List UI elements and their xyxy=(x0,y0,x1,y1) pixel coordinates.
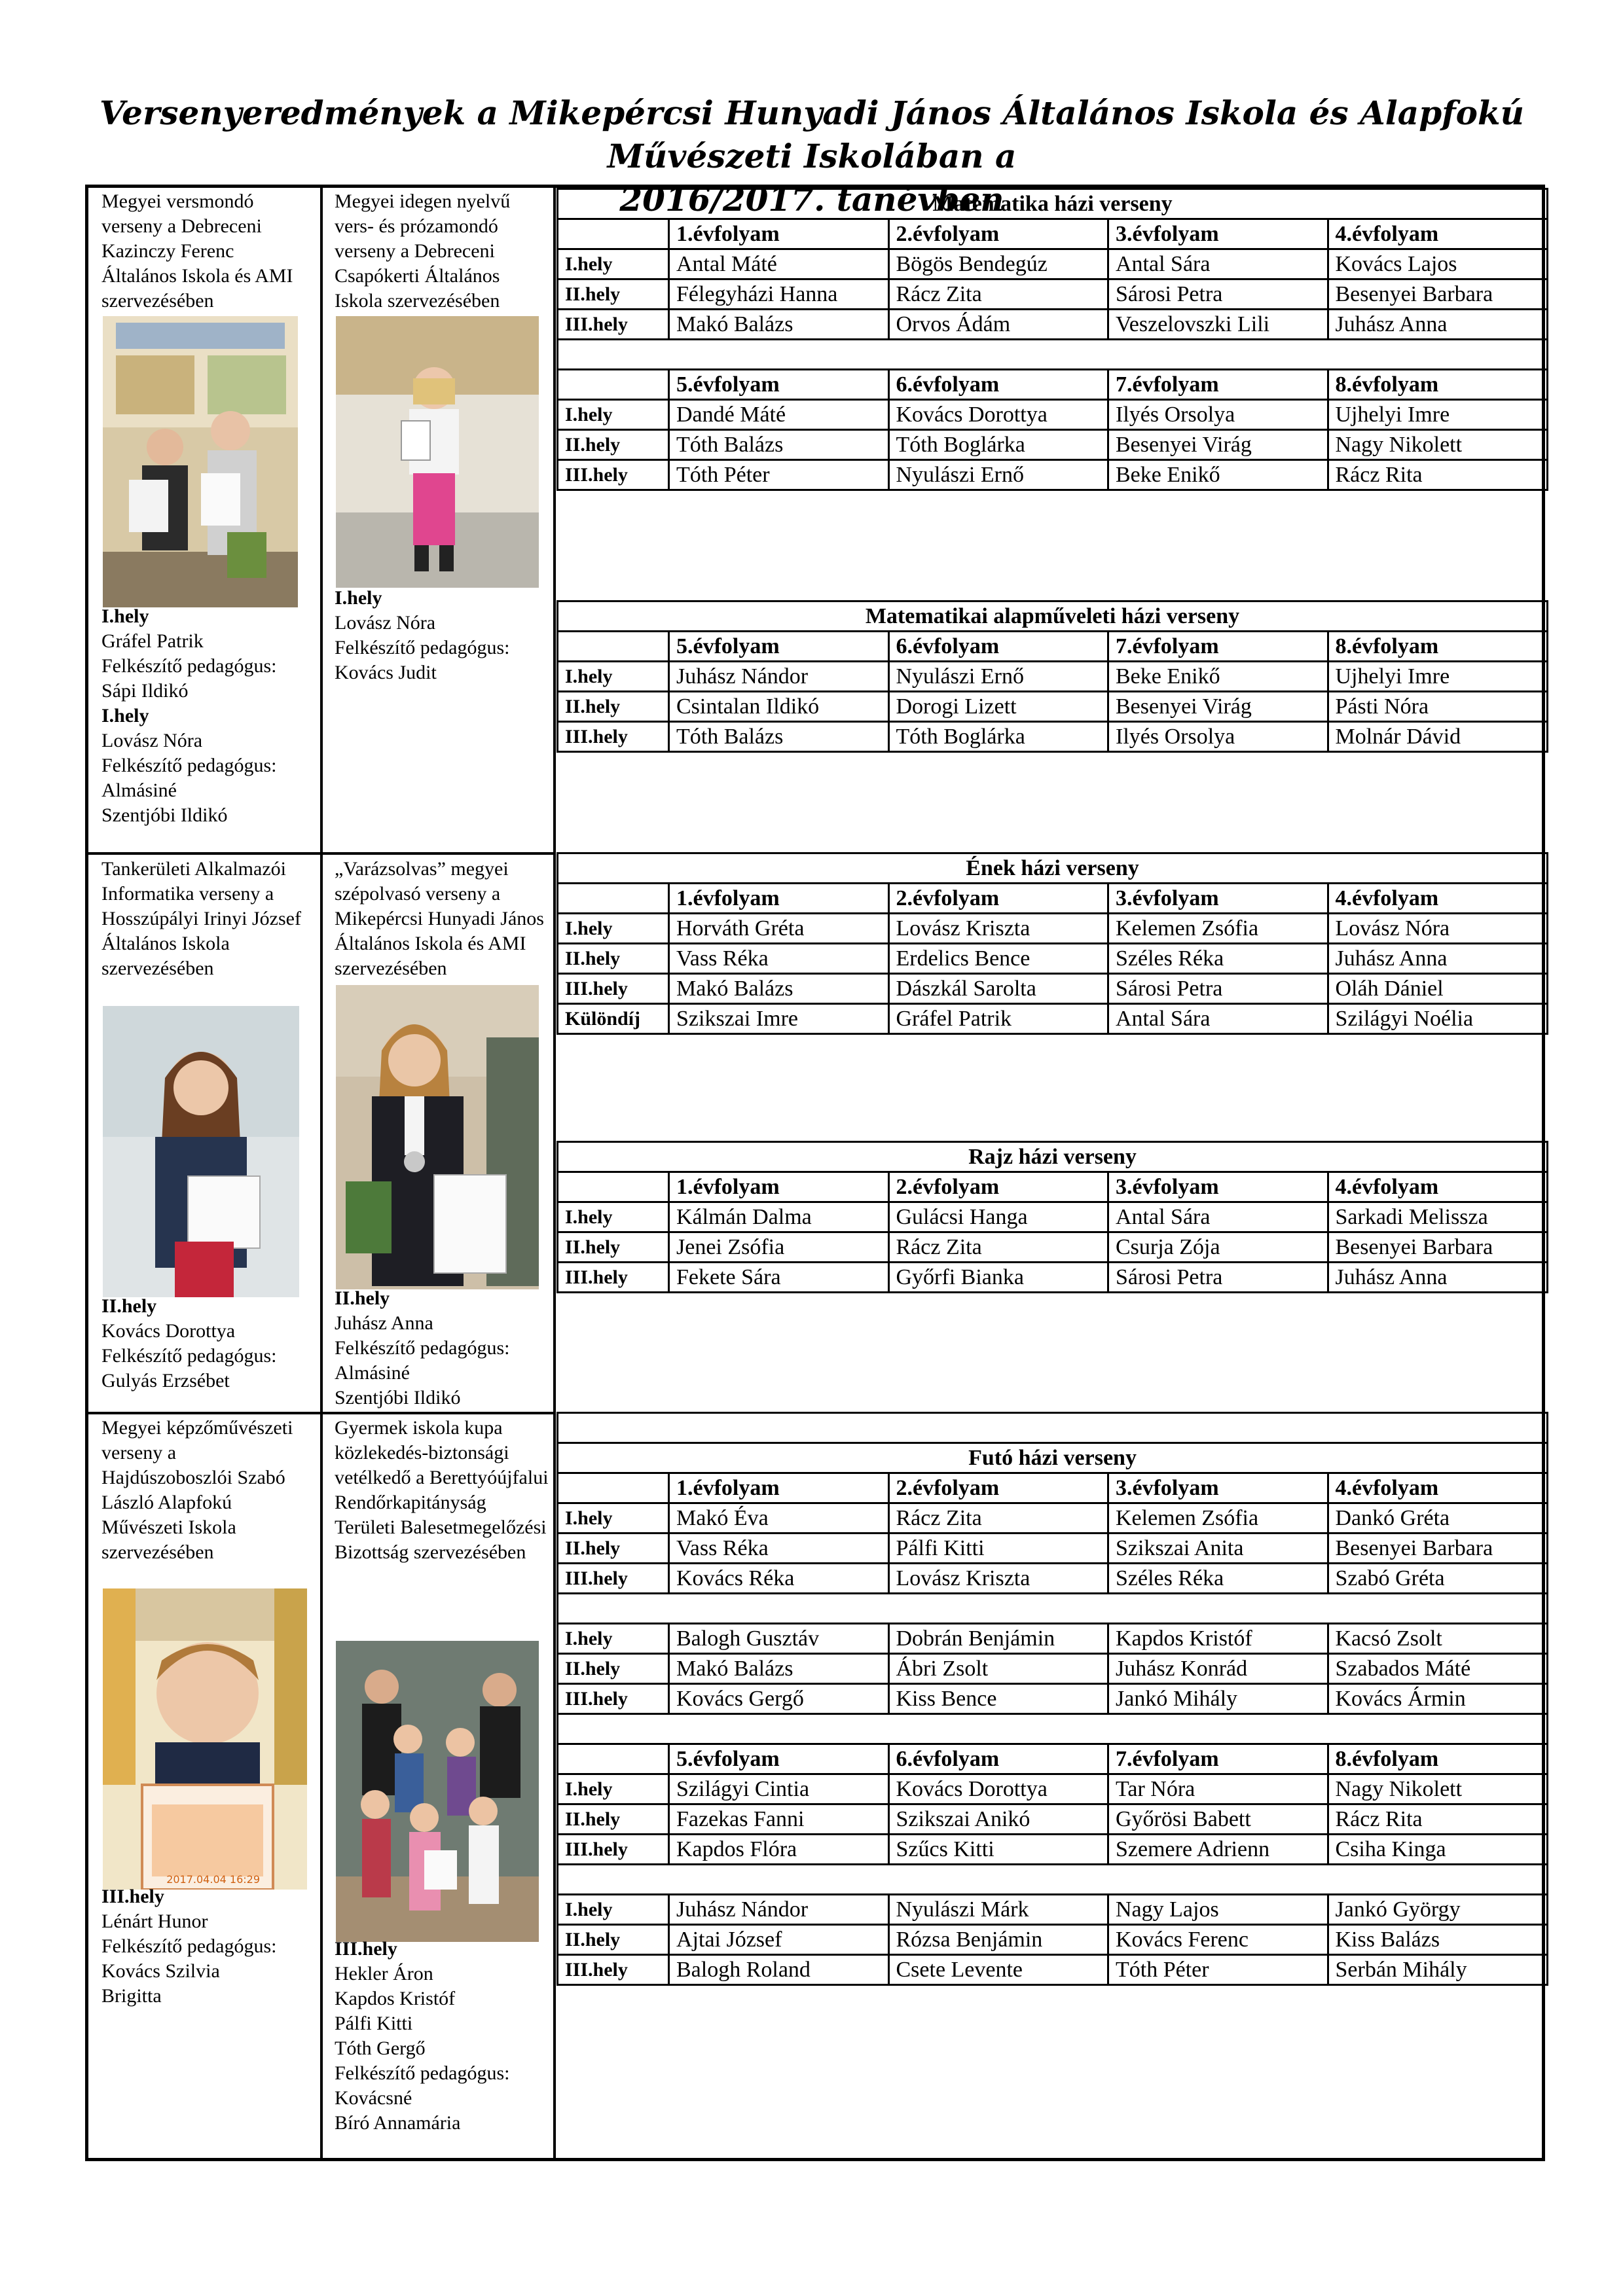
name-cell: Rácz Rita xyxy=(1328,1804,1548,1835)
name-cell: Szikszai Anita xyxy=(1108,1534,1328,1564)
photo-date-stamp: 2017.04.04 16:29 xyxy=(166,1873,260,1886)
competition-description: Tankerületi Alkalmazói Informatika verseny a Hosszúpályi Irinyi József Általános Iskola szervezésében xyxy=(101,858,301,979)
math-operations-table xyxy=(556,600,1546,753)
result-list xyxy=(335,586,544,685)
student-name: Hekler Áron xyxy=(335,1963,433,1984)
name-cell: Juhász Anna xyxy=(1328,310,1548,340)
competition-description: Megyei idegen nyelvű vers- és prózamondó verseny a Debreceni Csapókerti Általános Iskola szervezésében xyxy=(335,190,511,312)
name-cell: Szikszai Anikó xyxy=(888,1804,1108,1835)
teacher-label: Felkészítő pedagógus: xyxy=(101,655,277,677)
place-cell: III.hely xyxy=(558,1684,669,1714)
table-row xyxy=(558,1804,1548,1835)
place-cell: I.hely xyxy=(558,1774,669,1804)
name-cell: Tóth Boglárka xyxy=(888,722,1108,752)
table-row xyxy=(558,310,1548,340)
grade-header: 7.évfolyam xyxy=(1108,632,1328,662)
name-cell: Lovász Nóra xyxy=(1328,914,1548,944)
grade-header: 7.évfolyam xyxy=(1108,370,1328,400)
name-cell: Kálmán Dalma xyxy=(669,1202,889,1232)
teacher-name: Bíró Annamária xyxy=(335,2112,461,2134)
grade-header: 4.évfolyam xyxy=(1328,219,1548,249)
row-divider-1 xyxy=(88,852,553,855)
table-row xyxy=(558,1684,1548,1714)
place-cell: III.hely xyxy=(558,1564,669,1594)
place-cell: I.hely xyxy=(558,1202,669,1232)
table-title: Matematikai alapműveleti házi verseny xyxy=(558,601,1548,632)
name-cell: Makó Éva xyxy=(669,1503,889,1534)
name-cell: Beke Enikő xyxy=(1108,460,1328,490)
name-cell: Kovács Lajos xyxy=(1328,249,1548,279)
table-row xyxy=(558,1654,1548,1684)
name-cell: Besenyei Virág xyxy=(1108,430,1328,460)
place-cell: I.hely xyxy=(558,1503,669,1534)
table-row xyxy=(558,974,1548,1004)
table-row xyxy=(558,1895,1548,1925)
name-cell: Pásti Nóra xyxy=(1328,692,1548,722)
grade-header: 3.évfolyam xyxy=(1108,884,1328,914)
result-place: I.hely xyxy=(101,705,149,726)
table-row xyxy=(558,1955,1548,1985)
name-cell: Makó Balázs xyxy=(669,1654,889,1684)
name-cell: Tóth Péter xyxy=(1108,1955,1328,1985)
name-cell: Oláh Dániel xyxy=(1328,974,1548,1004)
result-list xyxy=(101,604,311,828)
name-cell: Antal Sára xyxy=(1108,1202,1328,1232)
name-cell: Rácz Zita xyxy=(888,279,1108,310)
grade-header: 3.évfolyam xyxy=(1108,1172,1328,1202)
title-line-1: Versenyeredmények a Mikepércsi Hunyadi János Általános Iskola és Alapfokú Művészeti Iskolában a xyxy=(99,94,1525,175)
place-cell: I.hely xyxy=(558,249,669,279)
teacher-name: Almásiné xyxy=(335,1362,410,1384)
teacher-label: Felkészítő pedagógus: xyxy=(101,1935,277,1957)
teacher-label: Felkészítő pedagógus: xyxy=(335,1337,510,1359)
row-divider-2 xyxy=(88,1412,553,1414)
place-cell: III.hely xyxy=(558,722,669,752)
name-cell: Csintalan Ildikó xyxy=(669,692,889,722)
result-place: I.hely xyxy=(335,587,382,609)
name-cell: Veszelovszki Lili xyxy=(1108,310,1328,340)
competition-cell xyxy=(335,189,544,314)
name-cell: Dorogi Lizett xyxy=(888,692,1108,722)
teacher-name: Gulyás Erzsébet xyxy=(101,1370,230,1391)
name-cell: Ábri Zsolt xyxy=(888,1654,1108,1684)
name-cell: Nyulászi Márk xyxy=(888,1895,1108,1925)
name-cell: Fazekas Fanni xyxy=(669,1804,889,1835)
name-cell: Antal Sára xyxy=(1108,1004,1328,1034)
name-cell: Besenyei Virág xyxy=(1108,692,1328,722)
name-cell: Dandé Máté xyxy=(669,400,889,430)
competition-cell xyxy=(101,1416,311,1565)
table-title: Futó házi verseny xyxy=(558,1443,1548,1473)
place-cell: II.hely xyxy=(558,1804,669,1835)
photo-boy-with-certificate xyxy=(103,1588,307,1890)
name-cell: Sárosi Petra xyxy=(1108,279,1328,310)
table-row xyxy=(558,1232,1548,1263)
name-cell: Besenyei Barbara xyxy=(1328,1232,1548,1263)
competition-description: „Varázsolvas” megyei szépolvasó verseny a Mikepércsi Hunyadi János Általános Iskola és AMI szervezésében xyxy=(335,858,544,979)
student-name: Lénárt Hunor xyxy=(101,1910,208,1932)
photo-student-with-papers xyxy=(103,1006,299,1297)
name-cell: Balogh Gusztáv xyxy=(669,1624,889,1654)
place-cell: II.hely xyxy=(558,1654,669,1684)
student-name: Gráfel Patrik xyxy=(101,630,204,652)
name-cell: Tóth Boglárka xyxy=(888,430,1108,460)
student-name: Lovász Nóra xyxy=(335,612,436,634)
name-cell: Gráfel Patrik xyxy=(888,1004,1108,1034)
grade-header: 1.évfolyam xyxy=(669,884,889,914)
name-cell: Orvos Ádám xyxy=(888,310,1108,340)
name-cell: Csurja Zója xyxy=(1108,1232,1328,1263)
competition-cell xyxy=(101,857,311,981)
name-cell: Kovács Réka xyxy=(669,1564,889,1594)
competition-cell xyxy=(101,189,311,314)
name-cell: Csete Levente xyxy=(888,1955,1108,1985)
place-cell: II.hely xyxy=(558,279,669,310)
table-row xyxy=(558,279,1548,310)
name-cell: Ilyés Orsolya xyxy=(1108,722,1328,752)
name-cell: Antal Máté xyxy=(669,249,889,279)
math-competition-table xyxy=(556,188,1546,491)
title-line-2: 2016/2017. tanévben xyxy=(619,180,1004,219)
name-cell: Kapdos Flóra xyxy=(669,1835,889,1865)
grade-header: 2.évfolyam xyxy=(888,219,1108,249)
name-cell: Széles Réka xyxy=(1108,1564,1328,1594)
table-row xyxy=(558,460,1548,490)
name-cell: Makó Balázs xyxy=(669,310,889,340)
table-row xyxy=(558,1835,1548,1865)
grade-header: 8.évfolyam xyxy=(1328,1744,1548,1774)
place-cell: I.hely xyxy=(558,400,669,430)
result-place: II.hely xyxy=(101,1295,157,1317)
teacher-label: Felkészítő pedagógus: xyxy=(335,2062,510,2084)
name-cell: Kacsó Zsolt xyxy=(1328,1624,1548,1654)
student-name: Kapdos Kristóf xyxy=(335,1988,456,2009)
name-cell: Gulácsi Hanga xyxy=(888,1202,1108,1232)
photo-girl-with-medal xyxy=(336,985,539,1289)
name-cell: Horváth Gréta xyxy=(669,914,889,944)
name-cell: Széles Réka xyxy=(1108,944,1328,974)
singing-competition-table xyxy=(556,852,1546,1035)
name-cell: Jankó György xyxy=(1328,1895,1548,1925)
student-name: Kovács Dorottya xyxy=(101,1320,236,1342)
name-cell: Jankó Mihály xyxy=(1108,1684,1328,1714)
name-cell: Rácz Zita xyxy=(888,1232,1108,1263)
name-cell: Beke Enikő xyxy=(1108,662,1328,692)
table-row xyxy=(558,662,1548,692)
place-cell: III.hely xyxy=(558,310,669,340)
name-cell: Ajtai József xyxy=(669,1925,889,1955)
name-cell: Jenei Zsófia xyxy=(669,1232,889,1263)
table-row xyxy=(558,249,1548,279)
photo-group-of-children xyxy=(336,1641,539,1942)
table-row xyxy=(558,1004,1548,1034)
table-row xyxy=(558,400,1548,430)
column-divider-1 xyxy=(320,188,323,2158)
photo-two-students-diplomas xyxy=(103,316,298,607)
name-cell: Lovász Kriszta xyxy=(888,1564,1108,1594)
table-title: Matematika házi verseny xyxy=(558,189,1548,219)
place-cell: III.hely xyxy=(558,1955,669,1985)
table-title: Rajz házi verseny xyxy=(558,1142,1548,1172)
student-name: Lovász Nóra xyxy=(101,730,203,751)
grade-header: 4.évfolyam xyxy=(1328,1473,1548,1503)
table-title: Ének házi verseny xyxy=(558,853,1548,884)
results-grid xyxy=(85,185,1545,2161)
name-cell: Pálfi Kitti xyxy=(888,1534,1108,1564)
name-cell: Kiss Balázs xyxy=(1328,1925,1548,1955)
name-cell: Rácz Rita xyxy=(1328,460,1548,490)
competition-description: Megyei képzőművészeti verseny a Hajdúszoboszlói Szabó László Alapfokú Művészeti Iskola szervezésében xyxy=(101,1417,293,1563)
table-row xyxy=(558,944,1548,974)
place-cell: II.hely xyxy=(558,692,669,722)
grade-header: 2.évfolyam xyxy=(888,1473,1108,1503)
name-cell: Besenyei Barbara xyxy=(1328,1534,1548,1564)
name-cell: Szikszai Imre xyxy=(669,1004,889,1034)
name-cell: Serbán Mihály xyxy=(1328,1955,1548,1985)
name-cell: Nagy Lajos xyxy=(1108,1895,1328,1925)
name-cell: Rózsa Benjámin xyxy=(888,1925,1108,1955)
teacher-label: Felkészítő pedagógus: xyxy=(335,637,510,658)
name-cell: Balogh Roland xyxy=(669,1955,889,1985)
name-cell: Kovács Ármin xyxy=(1328,1684,1548,1714)
place-cell: I.hely xyxy=(558,914,669,944)
result-list xyxy=(335,1937,544,2136)
teacher-name: Sápi Ildikó xyxy=(101,680,189,702)
competition-description: Gyermek iskola kupa közlekedés-biztonsági vetélkedő a Berettyóújfalui Rendőrkapitányság Területi Balesetmegelőzési Bizottság szervezésében xyxy=(335,1417,549,1563)
name-cell: Kelemen Zsófia xyxy=(1108,1503,1328,1534)
name-cell: Dankó Gréta xyxy=(1328,1503,1548,1534)
result-list xyxy=(101,1294,311,1393)
grade-header: 6.évfolyam xyxy=(888,632,1108,662)
name-cell: Tóth Balázs xyxy=(669,430,889,460)
grade-header: 1.évfolyam xyxy=(669,1172,889,1202)
name-cell: Győrfi Bianka xyxy=(888,1263,1108,1293)
grade-header: 4.évfolyam xyxy=(1328,884,1548,914)
name-cell: Tóth Balázs xyxy=(669,722,889,752)
name-cell: Kiss Bence xyxy=(888,1684,1108,1714)
table-row xyxy=(558,1564,1548,1594)
name-cell: Sarkadi Melissza xyxy=(1328,1202,1548,1232)
name-cell: Sárosi Petra xyxy=(1108,974,1328,1004)
name-cell: Dászkál Sarolta xyxy=(888,974,1108,1004)
name-cell: Ujhelyi Imre xyxy=(1328,662,1548,692)
name-cell: Csiha Kinga xyxy=(1328,1835,1548,1865)
place-cell: II.hely xyxy=(558,1232,669,1263)
name-cell: Kovács Dorottya xyxy=(888,1774,1108,1804)
name-cell: Antal Sára xyxy=(1108,249,1328,279)
column-divider-2 xyxy=(553,188,556,2158)
name-cell: Kelemen Zsófia xyxy=(1108,914,1328,944)
grade-header: 2.évfolyam xyxy=(888,1172,1108,1202)
name-cell: Kapdos Kristóf xyxy=(1108,1624,1328,1654)
name-cell: Lovász Kriszta xyxy=(888,914,1108,944)
result-place: III.hely xyxy=(335,1938,397,1960)
name-cell: Győrösi Babett xyxy=(1108,1804,1328,1835)
result-list xyxy=(335,1286,544,1410)
grade-header: 2.évfolyam xyxy=(888,884,1108,914)
name-cell: Nagy Nikolett xyxy=(1328,430,1548,460)
name-cell: Kovács Ferenc xyxy=(1108,1925,1328,1955)
student-name: Tóth Gergő xyxy=(335,2037,426,2059)
place-cell: III.hely xyxy=(558,1263,669,1293)
name-cell: Tar Nóra xyxy=(1108,1774,1328,1804)
student-name: Pálfi Kitti xyxy=(335,2013,413,2034)
grade-header: 3.évfolyam xyxy=(1108,1473,1328,1503)
name-cell: Félegyházi Hanna xyxy=(669,279,889,310)
grade-header: 1.évfolyam xyxy=(669,219,889,249)
teacher-label: Felkészítő pedagógus: xyxy=(101,1345,277,1367)
table-row xyxy=(558,1624,1548,1654)
name-cell: Nyulászi Ernő xyxy=(888,460,1108,490)
name-cell: Szabados Máté xyxy=(1328,1654,1548,1684)
name-cell: Szűcs Kitti xyxy=(888,1835,1108,1865)
grade-header: 1.évfolyam xyxy=(669,1473,889,1503)
table-row xyxy=(558,1503,1548,1534)
grade-header: 5.évfolyam xyxy=(669,632,889,662)
name-cell: Vass Réka xyxy=(669,944,889,974)
student-name: Juhász Anna xyxy=(335,1312,433,1334)
name-cell: Kovács Gergő xyxy=(669,1684,889,1714)
place-cell: Különdíj xyxy=(558,1004,669,1034)
table-row xyxy=(558,1774,1548,1804)
name-cell: Juhász Anna xyxy=(1328,944,1548,974)
competition-cell xyxy=(335,1416,551,1565)
place-cell: II.hely xyxy=(558,430,669,460)
teacher-name: Brigitta xyxy=(101,1985,162,2007)
name-cell: Szilágyi Noélia xyxy=(1328,1004,1548,1034)
grade-header: 8.évfolyam xyxy=(1328,632,1548,662)
teacher-name: Kovácsné xyxy=(335,2087,412,2109)
name-cell: Ujhelyi Imre xyxy=(1328,400,1548,430)
photo-girl-with-diploma xyxy=(336,316,539,588)
result-place: I.hely xyxy=(101,605,149,627)
place-cell: III.hely xyxy=(558,460,669,490)
grade-header: 8.évfolyam xyxy=(1328,370,1548,400)
table-row xyxy=(558,1263,1548,1293)
table-row xyxy=(558,1925,1548,1955)
grade-header: 5.évfolyam xyxy=(669,1744,889,1774)
teacher-name: Almásiné xyxy=(101,780,177,801)
grade-header: 5.évfolyam xyxy=(669,370,889,400)
result-place: II.hely xyxy=(335,1287,390,1309)
name-cell: Kovács Dorottya xyxy=(888,400,1108,430)
teacher-name: Kovács Szilvia xyxy=(101,1960,220,1982)
name-cell: Szabó Gréta xyxy=(1328,1564,1548,1594)
competition-description: Megyei versmondó verseny a Debreceni Kazinczy Ferenc Általános Iskola és AMI szervezésében xyxy=(101,190,293,312)
name-cell: Szemere Adrienn xyxy=(1108,1835,1328,1865)
teacher-name: Kovács Judit xyxy=(335,662,437,683)
grade-header: 6.évfolyam xyxy=(888,370,1108,400)
place-cell: II.hely xyxy=(558,1925,669,1955)
name-cell: Ilyés Orsolya xyxy=(1108,400,1328,430)
name-cell: Molnár Dávid xyxy=(1328,722,1548,752)
table-row xyxy=(558,722,1548,752)
grade-header: 7.évfolyam xyxy=(1108,1744,1328,1774)
place-cell: II.hely xyxy=(558,944,669,974)
name-cell: Vass Réka xyxy=(669,1534,889,1564)
place-cell: II.hely xyxy=(558,1534,669,1564)
name-cell: Szilágyi Cintia xyxy=(669,1774,889,1804)
name-cell: Juhász Nándor xyxy=(669,662,889,692)
name-cell: Fekete Sára xyxy=(669,1263,889,1293)
teacher-name: Szentjóbi Ildikó xyxy=(335,1387,461,1408)
place-cell: III.hely xyxy=(558,974,669,1004)
name-cell: Juhász Anna xyxy=(1328,1263,1548,1293)
table-row xyxy=(558,914,1548,944)
running-competition-table xyxy=(556,1412,1546,1986)
drawing-competition-table xyxy=(556,1141,1546,1293)
table-row xyxy=(558,430,1548,460)
name-cell: Besenyei Barbara xyxy=(1328,279,1548,310)
name-cell: Nyulászi Ernő xyxy=(888,662,1108,692)
name-cell: Sárosi Petra xyxy=(1108,1263,1328,1293)
table-row xyxy=(558,1534,1548,1564)
table-row xyxy=(558,692,1548,722)
teacher-name: Szentjóbi Ildikó xyxy=(101,804,228,826)
name-cell: Makó Balázs xyxy=(669,974,889,1004)
result-list xyxy=(101,1884,311,2009)
place-cell: I.hely xyxy=(558,662,669,692)
grade-header: 3.évfolyam xyxy=(1108,219,1328,249)
name-cell: Tóth Péter xyxy=(669,460,889,490)
name-cell: Juhász Konrád xyxy=(1108,1654,1328,1684)
place-cell: III.hely xyxy=(558,1835,669,1865)
name-cell: Juhász Nándor xyxy=(669,1895,889,1925)
place-cell: I.hely xyxy=(558,1895,669,1925)
grade-header: 6.évfolyam xyxy=(888,1744,1108,1774)
name-cell: Rácz Zita xyxy=(888,1503,1108,1534)
teacher-label: Felkészítő pedagógus: xyxy=(101,755,277,776)
grade-header: 4.évfolyam xyxy=(1328,1172,1548,1202)
table-row xyxy=(558,1202,1548,1232)
result-place: III.hely xyxy=(101,1886,164,1907)
name-cell: Nagy Nikolett xyxy=(1328,1774,1548,1804)
name-cell: Dobrán Benjámin xyxy=(888,1624,1108,1654)
place-cell: I.hely xyxy=(558,1624,669,1654)
name-cell: Bögös Bendegúz xyxy=(888,249,1108,279)
name-cell: Erdelics Bence xyxy=(888,944,1108,974)
competition-cell xyxy=(335,857,551,981)
